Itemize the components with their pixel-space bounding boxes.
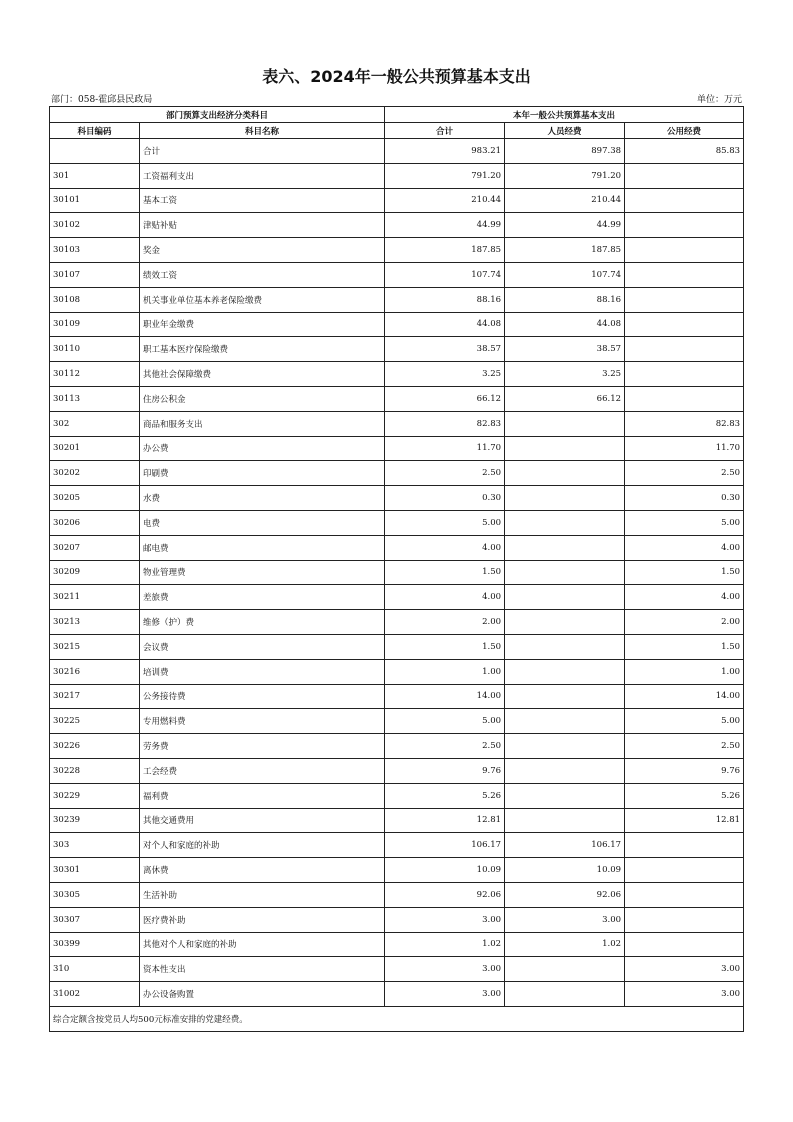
cell-public: 3.00 — [625, 982, 744, 1007]
cell-total: 9.76 — [385, 758, 505, 783]
cell-name: 培训费 — [140, 659, 385, 684]
cell-public — [625, 386, 744, 411]
cell-public — [625, 362, 744, 387]
cell-public: 2.50 — [625, 734, 744, 759]
cell-name: 奖金 — [140, 238, 385, 263]
cell-code: 30226 — [50, 734, 140, 759]
cell-code: 30201 — [50, 436, 140, 461]
cell-name: 商品和服务支出 — [140, 411, 385, 436]
cell-personnel: 791.20 — [505, 163, 625, 188]
column-header-personnel: 人员经费 — [505, 123, 625, 139]
cell-personnel — [505, 560, 625, 585]
cell-code: 30217 — [50, 684, 140, 709]
cell-personnel: 106.17 — [505, 833, 625, 858]
cell-personnel — [505, 808, 625, 833]
cell-public: 5.26 — [625, 783, 744, 808]
table-row — [50, 163, 744, 188]
table-row — [50, 585, 744, 610]
cell-personnel — [505, 411, 625, 436]
cell-personnel — [505, 957, 625, 982]
cell-name: 对个人和家庭的补助 — [140, 833, 385, 858]
cell-public: 0.30 — [625, 486, 744, 511]
cell-name: 邮电费 — [140, 535, 385, 560]
cell-total: 210.44 — [385, 188, 505, 213]
cell-code: 30305 — [50, 882, 140, 907]
page-title: 表六、2024年一般公共预算基本支出 — [262, 67, 531, 86]
cell-public: 82.83 — [625, 411, 744, 436]
cell-personnel — [505, 535, 625, 560]
cell-code: 30102 — [50, 213, 140, 238]
cell-name: 劳务费 — [140, 734, 385, 759]
table-row — [50, 982, 744, 1007]
cell-personnel — [505, 610, 625, 635]
cell-public: 85.83 — [625, 139, 744, 164]
cell-name: 差旅费 — [140, 585, 385, 610]
cell-code: 30216 — [50, 659, 140, 684]
cell-name: 印刷费 — [140, 461, 385, 486]
cell-name: 合计 — [140, 139, 385, 164]
table-row — [50, 362, 744, 387]
cell-total: 38.57 — [385, 337, 505, 362]
cell-total: 14.00 — [385, 684, 505, 709]
cell-name: 维修（护）费 — [140, 610, 385, 635]
cell-personnel — [505, 709, 625, 734]
cell-public — [625, 287, 744, 312]
table-row — [50, 411, 744, 436]
cell-name: 职工基本医疗保险缴费 — [140, 337, 385, 362]
cell-total: 983.21 — [385, 139, 505, 164]
department-label: 部门：058-霍邱县民政局 — [51, 95, 153, 105]
cell-personnel — [505, 758, 625, 783]
cell-code: 310 — [50, 957, 140, 982]
cell-personnel: 92.06 — [505, 882, 625, 907]
table-row — [50, 386, 744, 411]
cell-total: 3.00 — [385, 982, 505, 1007]
cell-name: 办公设备购置 — [140, 982, 385, 1007]
cell-total: 1.00 — [385, 659, 505, 684]
cell-personnel: 3.00 — [505, 907, 625, 932]
cell-public — [625, 163, 744, 188]
cell-total: 82.83 — [385, 411, 505, 436]
cell-personnel — [505, 634, 625, 659]
table-row — [50, 957, 744, 982]
cell-personnel: 187.85 — [505, 238, 625, 263]
cell-code: 30307 — [50, 907, 140, 932]
cell-code: 30103 — [50, 238, 140, 263]
cell-code: 30112 — [50, 362, 140, 387]
cell-public: 3.00 — [625, 957, 744, 982]
cell-total: 2.50 — [385, 461, 505, 486]
table-row — [50, 139, 744, 164]
cell-total: 4.00 — [385, 535, 505, 560]
table-row — [50, 734, 744, 759]
table-row — [50, 833, 744, 858]
cell-personnel — [505, 436, 625, 461]
cell-code: 30209 — [50, 560, 140, 585]
cell-name: 职业年金缴费 — [140, 312, 385, 337]
cell-code: 30211 — [50, 585, 140, 610]
cell-total: 66.12 — [385, 386, 505, 411]
cell-name: 机关事业单位基本养老保险缴费 — [140, 287, 385, 312]
table-row — [50, 659, 744, 684]
cell-name: 会议费 — [140, 634, 385, 659]
header-group-basic-expenditure: 本年一般公共预算基本支出 — [385, 107, 744, 123]
cell-code: 30225 — [50, 709, 140, 734]
cell-code: 31002 — [50, 982, 140, 1007]
cell-total: 187.85 — [385, 238, 505, 263]
cell-public — [625, 882, 744, 907]
cell-public: 1.00 — [625, 659, 744, 684]
cell-public — [625, 262, 744, 287]
cell-total: 44.08 — [385, 312, 505, 337]
cell-name: 物业管理费 — [140, 560, 385, 585]
cell-personnel: 107.74 — [505, 262, 625, 287]
cell-name: 医疗费补助 — [140, 907, 385, 932]
cell-code: 30301 — [50, 858, 140, 883]
header-group-row — [50, 107, 744, 123]
budget-table — [49, 106, 744, 1032]
cell-name: 绩效工资 — [140, 262, 385, 287]
table-row — [50, 907, 744, 932]
cell-public: 11.70 — [625, 436, 744, 461]
cell-personnel — [505, 585, 625, 610]
cell-public: 2.00 — [625, 610, 744, 635]
cell-code: 30228 — [50, 758, 140, 783]
table-row — [50, 188, 744, 213]
table-row — [50, 213, 744, 238]
cell-name: 福利费 — [140, 783, 385, 808]
cell-public: 4.00 — [625, 585, 744, 610]
cell-public — [625, 833, 744, 858]
cell-code: 30101 — [50, 188, 140, 213]
unit-label: 单位：万元 — [696, 95, 742, 105]
cell-public: 12.81 — [625, 808, 744, 833]
cell-total: 88.16 — [385, 287, 505, 312]
column-header-code: 科目编码 — [50, 123, 140, 139]
cell-personnel: 3.25 — [505, 362, 625, 387]
cell-public: 9.76 — [625, 758, 744, 783]
footnote-row — [50, 1006, 744, 1031]
cell-total: 0.30 — [385, 486, 505, 511]
cell-code: 30109 — [50, 312, 140, 337]
cell-personnel: 44.99 — [505, 213, 625, 238]
header-group-classification: 部门预算支出经济分类科目 — [50, 107, 385, 123]
cell-total: 3.00 — [385, 907, 505, 932]
cell-public — [625, 213, 744, 238]
table-row — [50, 461, 744, 486]
cell-public: 14.00 — [625, 684, 744, 709]
cell-public: 5.00 — [625, 709, 744, 734]
cell-code: 30213 — [50, 610, 140, 635]
cell-name: 专用燃料费 — [140, 709, 385, 734]
cell-code: 303 — [50, 833, 140, 858]
cell-name: 离休费 — [140, 858, 385, 883]
cell-code: 301 — [50, 163, 140, 188]
cell-personnel — [505, 734, 625, 759]
cell-total: 1.50 — [385, 634, 505, 659]
cell-code: 30207 — [50, 535, 140, 560]
cell-code: 30107 — [50, 262, 140, 287]
cell-code — [50, 139, 140, 164]
column-header-public: 公用经费 — [625, 123, 744, 139]
cell-total: 3.25 — [385, 362, 505, 387]
cell-name: 电费 — [140, 510, 385, 535]
column-header-name: 科目名称 — [140, 123, 385, 139]
cell-total: 11.70 — [385, 436, 505, 461]
table-row — [50, 808, 744, 833]
cell-public — [625, 188, 744, 213]
cell-code: 30110 — [50, 337, 140, 362]
cell-name: 其他对个人和家庭的补助 — [140, 932, 385, 957]
cell-personnel: 897.38 — [505, 139, 625, 164]
table-row — [50, 858, 744, 883]
table-row — [50, 262, 744, 287]
cell-code: 30206 — [50, 510, 140, 535]
cell-name: 资本性支出 — [140, 957, 385, 982]
cell-public — [625, 238, 744, 263]
cell-name: 水费 — [140, 486, 385, 511]
table-row — [50, 436, 744, 461]
cell-public: 5.00 — [625, 510, 744, 535]
cell-name: 基本工资 — [140, 188, 385, 213]
cell-code: 30229 — [50, 783, 140, 808]
cell-code: 302 — [50, 411, 140, 436]
cell-code: 30215 — [50, 634, 140, 659]
cell-total: 5.26 — [385, 783, 505, 808]
cell-public: 2.50 — [625, 461, 744, 486]
table-row — [50, 783, 744, 808]
cell-public: 1.50 — [625, 560, 744, 585]
table-row — [50, 882, 744, 907]
cell-total: 3.00 — [385, 957, 505, 982]
cell-code: 30399 — [50, 932, 140, 957]
cell-public — [625, 337, 744, 362]
table-row — [50, 932, 744, 957]
cell-personnel: 66.12 — [505, 386, 625, 411]
column-header-total: 合计 — [385, 123, 505, 139]
cell-name: 工会经费 — [140, 758, 385, 783]
cell-total: 106.17 — [385, 833, 505, 858]
cell-total: 1.02 — [385, 932, 505, 957]
cell-personnel: 44.08 — [505, 312, 625, 337]
cell-name: 其他交通费用 — [140, 808, 385, 833]
header-column-row — [50, 123, 744, 139]
table-row — [50, 510, 744, 535]
cell-total: 1.50 — [385, 560, 505, 585]
cell-name: 工资福利支出 — [140, 163, 385, 188]
cell-total: 107.74 — [385, 262, 505, 287]
table-row — [50, 560, 744, 585]
table-row — [50, 709, 744, 734]
table-body — [50, 139, 744, 1007]
table-row — [50, 312, 744, 337]
cell-total: 10.09 — [385, 858, 505, 883]
cell-personnel — [505, 684, 625, 709]
table-row — [50, 634, 744, 659]
cell-personnel — [505, 461, 625, 486]
cell-personnel — [505, 982, 625, 1007]
cell-name: 津贴补贴 — [140, 213, 385, 238]
cell-total: 4.00 — [385, 585, 505, 610]
cell-name: 生活补助 — [140, 882, 385, 907]
cell-personnel: 88.16 — [505, 287, 625, 312]
table-row — [50, 758, 744, 783]
cell-personnel — [505, 510, 625, 535]
cell-total: 791.20 — [385, 163, 505, 188]
table-row — [50, 287, 744, 312]
cell-total: 5.00 — [385, 709, 505, 734]
table-row — [50, 337, 744, 362]
cell-name: 住房公积金 — [140, 386, 385, 411]
footnote: 综合定额含按党员人均500元标准安排的党建经费。 — [50, 1006, 744, 1031]
cell-public — [625, 907, 744, 932]
cell-personnel: 38.57 — [505, 337, 625, 362]
cell-code: 30202 — [50, 461, 140, 486]
table-row — [50, 238, 744, 263]
cell-personnel — [505, 659, 625, 684]
cell-public — [625, 312, 744, 337]
cell-name: 办公费 — [140, 436, 385, 461]
cell-name: 其他社会保障缴费 — [140, 362, 385, 387]
cell-personnel — [505, 783, 625, 808]
table-row — [50, 684, 744, 709]
cell-public: 4.00 — [625, 535, 744, 560]
cell-total: 92.06 — [385, 882, 505, 907]
cell-total: 2.00 — [385, 610, 505, 635]
table-row — [50, 610, 744, 635]
cell-total: 5.00 — [385, 510, 505, 535]
table-row — [50, 486, 744, 511]
cell-code: 30108 — [50, 287, 140, 312]
cell-code: 30205 — [50, 486, 140, 511]
cell-code: 30113 — [50, 386, 140, 411]
cell-public: 1.50 — [625, 634, 744, 659]
cell-personnel: 210.44 — [505, 188, 625, 213]
cell-total: 44.99 — [385, 213, 505, 238]
cell-total: 2.50 — [385, 734, 505, 759]
cell-total: 12.81 — [385, 808, 505, 833]
cell-personnel: 10.09 — [505, 858, 625, 883]
cell-name: 公务接待费 — [140, 684, 385, 709]
cell-personnel — [505, 486, 625, 511]
cell-code: 30239 — [50, 808, 140, 833]
cell-public — [625, 858, 744, 883]
cell-public — [625, 932, 744, 957]
cell-personnel: 1.02 — [505, 932, 625, 957]
table-row — [50, 535, 744, 560]
